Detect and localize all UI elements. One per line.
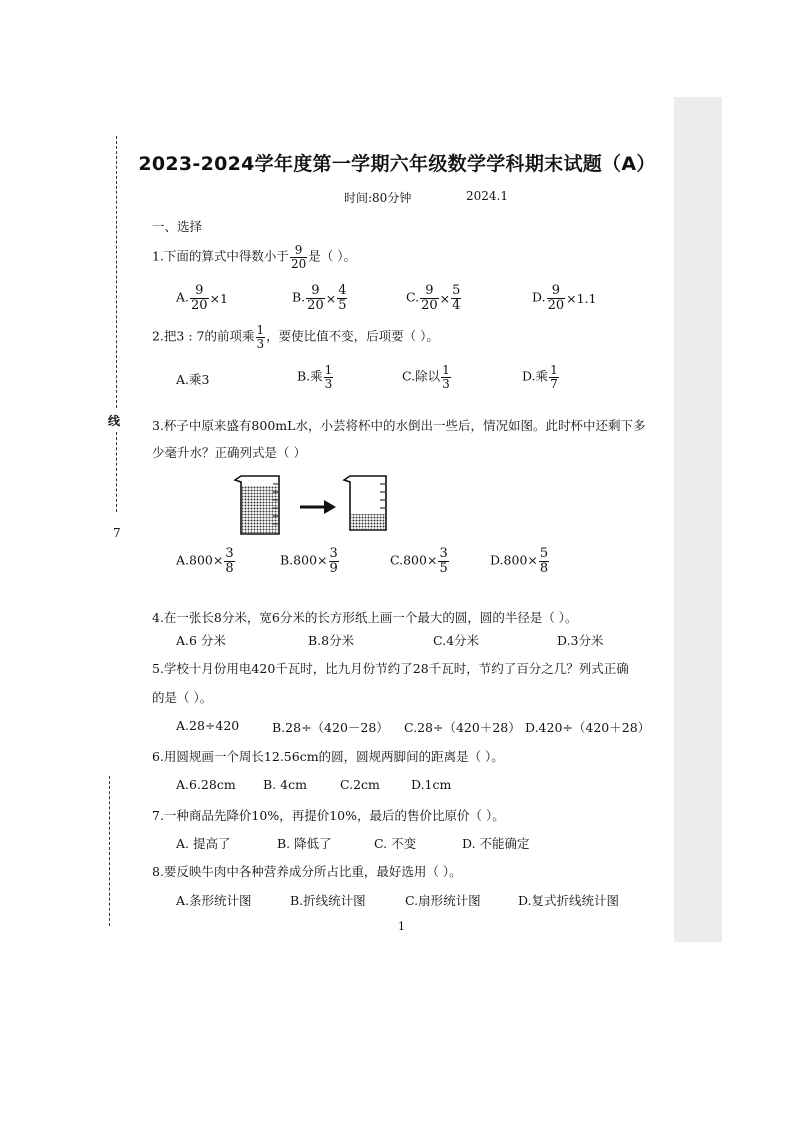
right-margin-panel: [674, 97, 722, 942]
question-2-option-c[interactable]: C.除以 $\frac{1}{3}$: [402, 363, 450, 391]
question-8-option-b[interactable]: B.折线统计图: [290, 893, 366, 908]
question-1-stem: 1.下面的算式中得数小于 $\frac{9}{20}$ 是（ ）。: [152, 243, 356, 271]
page-number: 1: [398, 920, 405, 933]
partial-beaker: [344, 476, 386, 530]
question-5-option-c[interactable]: C.28÷（420＋28）: [404, 720, 521, 735]
question-7-option-c[interactable]: C. 不变: [374, 836, 417, 851]
binding-mark-seven: 7: [113, 526, 121, 540]
question-4-option-d[interactable]: D.3分米: [557, 633, 604, 648]
question-3-stem-line1: 3.杯子中原来盛有800mL水，小芸将杯中的水倒出一些后，情况如图。此时杯中还剩下多: [152, 418, 646, 433]
binding-line-mid: [116, 432, 117, 512]
question-7-option-b[interactable]: B. 降低了: [277, 836, 332, 851]
question-2-option-d[interactable]: D.乘 $\frac{1}{7}$: [522, 363, 558, 391]
question-1-option-a[interactable]: A. $\frac{9}{20}$ ×1: [176, 283, 228, 313]
question-1-option-c[interactable]: C. $\frac{9}{20}$ × $\frac{5}{4}$: [406, 283, 461, 313]
question-8-stem: 8.要反映牛肉中各种营养成分所占比重，最好选用（ ）。: [152, 864, 462, 879]
question-3-stem-line2: 少毫升水？正确列式是（ ）: [152, 445, 306, 460]
question-7-stem: 7.一种商品先降价10%，再提价10%，最后的售价比原价（ ）。: [152, 808, 505, 823]
question-7-option-a[interactable]: A. 提高了: [176, 836, 231, 851]
exam-title: 2023-2024学年度第一学期六年级数学学科期末试题（A）: [138, 153, 656, 175]
question-8-option-d[interactable]: D.复式折线统计图: [518, 893, 620, 908]
question-4-option-a[interactable]: A.6 分米: [176, 633, 226, 648]
binding-line-top: [116, 136, 117, 408]
question-3-option-b[interactable]: B.800× $\frac{3}{9}$: [280, 546, 338, 576]
question-5-option-b[interactable]: B.28÷（420－28）: [272, 720, 389, 735]
question-6-option-b[interactable]: B. 4cm: [263, 777, 307, 792]
question-3-option-a[interactable]: A.800× $\frac{3}{8}$: [176, 546, 234, 576]
section-heading: 一、选择: [152, 219, 203, 234]
question-2-option-b[interactable]: B.乘 $\frac{1}{3}$: [297, 363, 333, 391]
question-2-stem: 2.把3 : 7的前项乘 $\frac{1}{3}$ ，要使比值不变，后项要（ ）。: [152, 323, 439, 351]
question-4-stem: 4.在一张长8分米，宽6分米的长方形纸上画一个最大的圆，圆的半径是（ ）。: [152, 610, 578, 625]
exam-date: 2024.1: [466, 189, 508, 203]
question-8-option-c[interactable]: C.扇形统计图: [405, 893, 481, 908]
full-beaker: [235, 476, 279, 534]
question-3-option-d[interactable]: D.800× $\frac{5}{8}$: [490, 546, 549, 576]
question-6-stem: 6.用圆规画一个周长12.56cm的圆，圆规两脚间的距离是（ ）。: [152, 749, 504, 764]
question-6-option-a[interactable]: A.6.28cm: [176, 777, 236, 792]
question-6-option-d[interactable]: D.1cm: [411, 777, 452, 792]
question-4-option-c[interactable]: C.4分米: [433, 633, 480, 648]
question-3-option-c[interactable]: C.800× $\frac{3}{5}$: [390, 546, 448, 576]
question-2-option-a[interactable]: A.乘3: [176, 372, 210, 387]
question-1-option-b[interactable]: B. $\frac{9}{20}$ × $\frac{4}{5}$: [292, 283, 347, 313]
question-5-option-d[interactable]: D.420÷（420＋28）: [525, 720, 651, 735]
question-7-option-d[interactable]: D. 不能确定: [462, 836, 530, 851]
question-4-option-b[interactable]: B.8分米: [308, 633, 355, 648]
question-1-option-d[interactable]: D. $\frac{9}{20}$ ×1.1: [532, 283, 597, 313]
binding-mark-line: 线: [108, 414, 121, 428]
question-6-option-c[interactable]: C.2cm: [340, 777, 380, 792]
question-5-option-a[interactable]: A.28÷420: [176, 718, 240, 733]
question-5-stem-line1: 5.学校十月份用电420千瓦时，比九月份节约了28千瓦时，节约了百分之几？列式正确: [152, 661, 629, 676]
question-8-option-a[interactable]: A.条形统计图: [176, 893, 252, 908]
question-5-stem-line2: 的是（ ）。: [152, 690, 213, 705]
arrow-icon: [300, 500, 336, 514]
binding-line-bottom: [109, 776, 110, 926]
beaker-illustration: [232, 474, 402, 540]
exam-duration: 时间:80分钟: [344, 191, 412, 205]
